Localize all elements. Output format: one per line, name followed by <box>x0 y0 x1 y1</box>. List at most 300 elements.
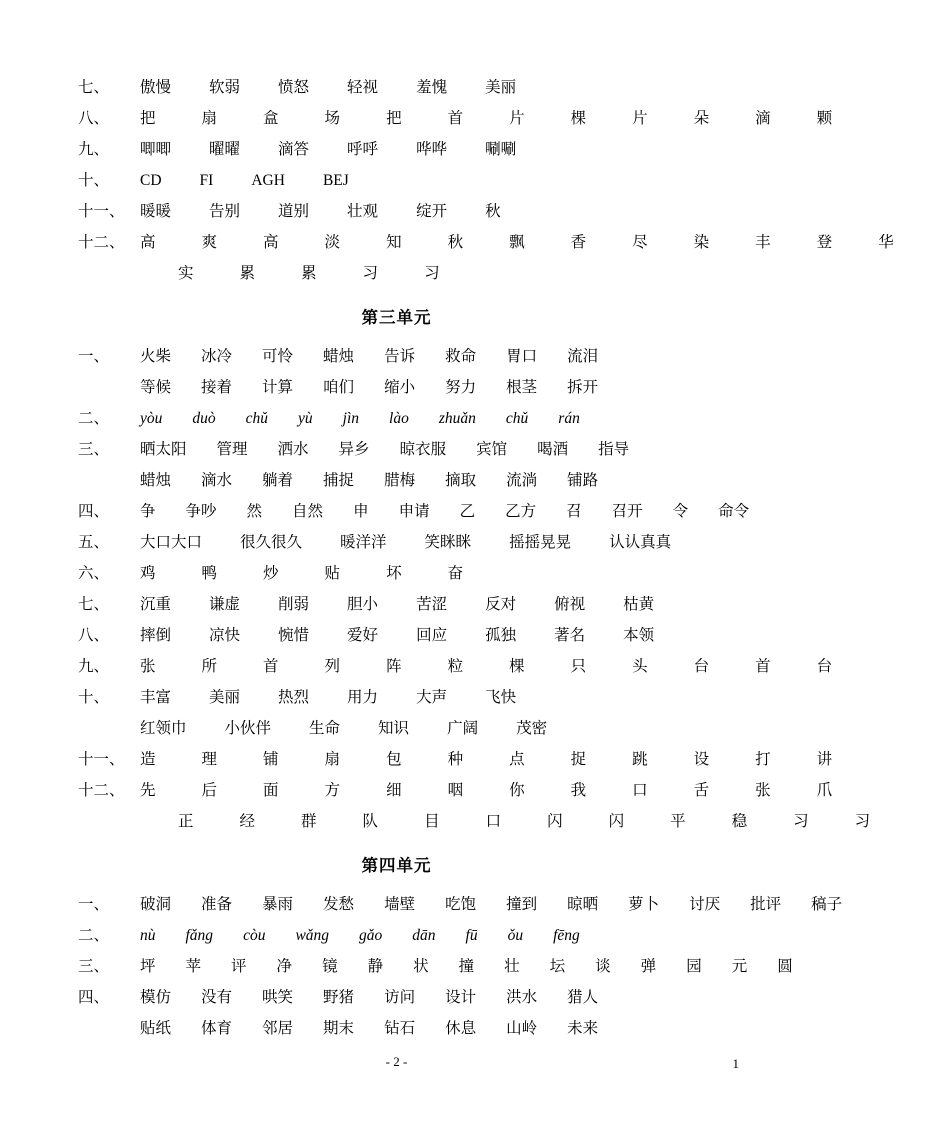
answer-item: 很久很久 <box>240 534 303 551</box>
answer-item: 设计 <box>445 989 477 1006</box>
answer-item: 用力 <box>347 689 379 706</box>
answer-item: 软弱 <box>209 79 241 96</box>
answer-item: còu <box>243 927 266 944</box>
answer-line <box>78 589 715 620</box>
answer-line <box>78 403 715 434</box>
answer-item: 削弱 <box>278 596 310 613</box>
answer-item: 尽 <box>632 234 648 251</box>
answer-item: 习 <box>793 813 809 830</box>
answer-item: 片 <box>632 110 648 127</box>
answer-items <box>140 713 715 744</box>
answer-item: 正 <box>178 813 194 830</box>
answer-item: 自然 <box>292 503 324 520</box>
answer-item: 谦虚 <box>209 596 241 613</box>
answer-item: fēng <box>553 927 580 944</box>
answer-item: 反对 <box>485 596 517 613</box>
answer-items <box>140 889 872 920</box>
answer-item: 淡 <box>324 234 341 251</box>
answer-item: 香 <box>570 234 587 251</box>
answer-item: 访问 <box>384 989 416 1006</box>
answer-item: 把 <box>140 110 156 127</box>
answer-item: 争吵 <box>185 503 217 520</box>
answer-items <box>140 434 715 465</box>
answer-item: 只 <box>570 658 587 675</box>
answer-item: 美丽 <box>485 79 517 96</box>
answer-item: 经 <box>239 813 256 830</box>
answer-item: 群 <box>301 813 317 830</box>
answer-item: zhuǎn <box>438 410 476 427</box>
answer-item: AGH <box>251 172 285 189</box>
answer-item: 你 <box>509 782 525 799</box>
answer-items <box>140 496 779 527</box>
answer-item: 救命 <box>445 348 477 365</box>
answer-item: 管理 <box>216 441 248 458</box>
answer-item: 丰 <box>755 234 771 251</box>
answer-item: 坏 <box>386 565 402 582</box>
answer-item: 猎人 <box>567 989 599 1006</box>
answer-item: 张 <box>140 658 156 675</box>
answer-item: 摔倒 <box>140 627 172 644</box>
answer-item: yù <box>298 410 313 427</box>
question-number: 八、 <box>78 627 110 644</box>
answer-item: BEJ <box>322 172 349 189</box>
answer-items <box>140 682 715 713</box>
answer-items <box>140 651 878 682</box>
answer-item: lào <box>389 410 409 427</box>
answer-item: 细 <box>386 782 402 799</box>
question-number: 三、 <box>78 958 110 975</box>
answer-item: 哄笑 <box>262 989 294 1006</box>
answer-item: 讨厌 <box>689 896 721 913</box>
answer-item: 粒 <box>447 658 464 675</box>
answer-item: 体育 <box>201 1020 233 1037</box>
answer-item: 方 <box>324 782 341 799</box>
answer-line <box>78 951 793 982</box>
answer-item: 红领巾 <box>140 720 187 737</box>
answer-items <box>140 775 878 806</box>
answer-items <box>178 806 916 837</box>
question-number: 十一、 <box>78 751 125 768</box>
answer-item: 流泪 <box>567 348 599 365</box>
answer-item: jìn <box>342 410 360 427</box>
answer-item: 闪 <box>547 813 563 830</box>
answer-items <box>140 920 715 951</box>
answer-item: gǎo <box>359 927 383 944</box>
answer-item: 告别 <box>209 203 241 220</box>
answer-item: 模仿 <box>140 989 172 1006</box>
answer-item: 贴 <box>324 565 341 582</box>
answer-item: 讲 <box>816 751 833 768</box>
answer-item: 晾衣服 <box>399 441 447 458</box>
unit-heading: 第三单元 <box>361 308 432 327</box>
answer-item: 壮观 <box>347 203 379 220</box>
answer-line <box>78 775 833 806</box>
answer-item: 习 <box>424 265 440 282</box>
answer-item: 捉 <box>570 751 587 768</box>
answer-item: 目 <box>424 813 440 830</box>
answer-item: 洪水 <box>506 989 538 1006</box>
answer-item: 绽开 <box>416 203 448 220</box>
answer-item: 暖洋洋 <box>340 534 387 551</box>
answer-item: 躺着 <box>262 472 294 489</box>
answer-item: 回应 <box>416 627 448 644</box>
answer-item: rán <box>558 410 580 427</box>
answer-item: 滴 <box>755 110 771 127</box>
answer-item: 热烈 <box>278 689 310 706</box>
question-number: 十二、 <box>78 234 125 251</box>
answer-item: 打 <box>755 751 771 768</box>
answer-item: 鸡 <box>140 565 156 582</box>
answer-item: 台 <box>693 658 710 675</box>
answer-item: 坛 <box>549 958 566 975</box>
answer-item: 唧唧 <box>140 141 172 158</box>
answer-item: 爪 <box>816 782 833 799</box>
answer-items <box>140 403 715 434</box>
answer-item: 宾馆 <box>476 441 508 458</box>
answer-line <box>78 620 715 651</box>
answer-item: 等候 <box>140 379 172 396</box>
question-number: 十、 <box>78 172 110 189</box>
answer-item: 晒太阳 <box>140 441 187 458</box>
answer-item: 茂密 <box>516 720 548 737</box>
answer-item: fū <box>465 927 478 944</box>
answer-item: 爽 <box>201 234 218 251</box>
answer-item: 扇 <box>324 751 341 768</box>
answer-line <box>78 682 715 713</box>
answer-item: 羞愧 <box>416 79 448 96</box>
answer-item: 申请 <box>398 503 430 520</box>
answer-item: 高 <box>140 234 156 251</box>
answer-item: 唰唰 <box>485 141 517 158</box>
answer-item: 盒 <box>263 110 279 127</box>
answer-items <box>140 620 715 651</box>
answer-item: 习 <box>854 813 871 830</box>
answer-item: 知识 <box>378 720 410 737</box>
answer-item: 然 <box>246 503 263 520</box>
answer-line <box>78 72 715 103</box>
answer-item: 洒水 <box>277 441 309 458</box>
answer-items <box>140 1013 715 1044</box>
answer-item: 圆 <box>777 958 793 975</box>
answer-item: dān <box>412 927 436 944</box>
answer-item: 所 <box>201 658 218 675</box>
answer-item: duò <box>192 410 216 427</box>
answer-item: 没有 <box>201 989 233 1006</box>
answer-line <box>78 103 833 134</box>
answer-line <box>78 227 894 258</box>
answer-item: 胃口 <box>506 348 538 365</box>
question-number: 三、 <box>78 441 110 458</box>
answer-item: 跳 <box>632 751 648 768</box>
answer-item: 召 <box>566 503 582 520</box>
answer-item: 状 <box>413 958 429 975</box>
answer-item: 山岭 <box>506 1020 538 1037</box>
answer-item: 指导 <box>598 441 630 458</box>
answer-item: 首 <box>755 658 771 675</box>
answer-item: 棵 <box>570 110 587 127</box>
question-number: 十二、 <box>78 782 125 799</box>
answer-item: 休息 <box>445 1020 477 1037</box>
answer-item: 丰富 <box>140 689 172 706</box>
question-number: 二、 <box>78 410 110 427</box>
answer-item: 坪 <box>140 958 156 975</box>
answer-item: ǒu <box>507 927 524 944</box>
answer-item: 头 <box>632 658 648 675</box>
answer-items <box>140 744 878 775</box>
answer-line <box>78 496 750 527</box>
answer-item: 闪 <box>608 813 625 830</box>
answer-item: 呼呼 <box>347 141 379 158</box>
answer-item: 凉快 <box>209 627 241 644</box>
answer-item: 准备 <box>201 896 233 913</box>
answer-item: 后 <box>201 782 218 799</box>
answer-line <box>78 258 715 289</box>
answer-item: 实 <box>178 265 194 282</box>
document-content <box>78 72 894 1044</box>
answer-item: 奋 <box>447 565 464 582</box>
question-number: 二、 <box>78 927 110 944</box>
answer-item: 生命 <box>309 720 341 737</box>
answer-line <box>78 651 833 682</box>
answer-item: 设 <box>693 751 710 768</box>
answer-item: 接着 <box>201 379 233 396</box>
answer-item: chǔ <box>505 410 529 427</box>
question-number: 一、 <box>78 896 110 913</box>
corner-mark: 1 <box>732 1056 739 1071</box>
answer-item: 笑眯眯 <box>424 534 472 551</box>
answer-item: 高 <box>263 234 279 251</box>
answer-item: 舌 <box>693 782 710 799</box>
answer-item: 命令 <box>718 503 750 520</box>
answer-item: 爱好 <box>347 627 379 644</box>
question-number: 五、 <box>78 534 110 551</box>
page-number: - 2 - <box>385 1054 408 1069</box>
answer-item: 捕捉 <box>323 472 355 489</box>
answer-item: 吃饱 <box>445 896 477 913</box>
answer-item: 美丽 <box>209 689 241 706</box>
answer-item: 点 <box>509 751 525 768</box>
answer-item: 稿子 <box>811 896 843 913</box>
answer-item: 愤怒 <box>278 79 310 96</box>
answer-line <box>78 465 715 496</box>
question-number: 十一、 <box>78 203 125 220</box>
answer-items <box>140 72 715 103</box>
answer-item: 野猪 <box>323 989 355 1006</box>
answer-items <box>140 527 715 558</box>
answer-item: 累 <box>301 265 317 282</box>
answer-line <box>78 889 843 920</box>
answer-items <box>140 196 715 227</box>
question-number: 十、 <box>78 689 110 706</box>
answer-item: 苦涩 <box>416 596 448 613</box>
answer-item: 张 <box>755 782 771 799</box>
answer-item: 元 <box>731 958 748 975</box>
answer-item: 咱们 <box>323 379 355 396</box>
question-number: 一、 <box>78 348 110 365</box>
answer-line <box>78 920 715 951</box>
answer-item: 缩小 <box>384 379 416 396</box>
answer-item: 园 <box>686 958 702 975</box>
answer-item: 喝酒 <box>537 441 569 458</box>
answer-item: 拆开 <box>567 379 599 396</box>
answer-item: 队 <box>362 813 379 830</box>
answer-item: 蜡烛 <box>140 472 172 489</box>
answer-item: 铺 <box>263 751 279 768</box>
answer-items <box>140 465 715 496</box>
answer-items <box>140 341 715 372</box>
answer-items <box>140 589 715 620</box>
answer-item: 种 <box>447 751 464 768</box>
answer-item: 片 <box>509 110 525 127</box>
question-number: 四、 <box>78 503 110 520</box>
answer-item: 摘取 <box>445 472 477 489</box>
answer-item: 冰冷 <box>201 348 233 365</box>
answer-item: 计算 <box>262 379 294 396</box>
answer-item: 登 <box>816 234 833 251</box>
answer-items <box>140 227 940 258</box>
answer-item: 枯黄 <box>623 596 655 613</box>
answer-items <box>140 951 823 982</box>
answer-item: 颗 <box>816 110 833 127</box>
answer-item: 发愁 <box>323 896 355 913</box>
answer-item: 曜曜 <box>209 141 241 158</box>
unit-heading: 第四单元 <box>361 856 432 875</box>
answer-item: 广阔 <box>447 720 479 737</box>
answer-line <box>78 134 715 165</box>
answer-item: FI <box>199 172 214 189</box>
answer-item: 咽 <box>447 782 464 799</box>
answer-item: 把 <box>386 110 402 127</box>
answer-item: 秋 <box>485 203 501 220</box>
answer-item: 理 <box>201 751 218 768</box>
answer-item: 邻居 <box>262 1020 294 1037</box>
answer-item: wǎng <box>295 927 330 944</box>
question-number: 九、 <box>78 658 110 675</box>
question-number: 六、 <box>78 565 110 582</box>
answer-item: 腊梅 <box>384 472 416 489</box>
answer-item: 苹 <box>185 958 202 975</box>
answer-item: 摇摇晃晃 <box>509 534 572 551</box>
answer-item: 乙方 <box>505 503 537 520</box>
answer-item: 傲慢 <box>140 79 172 96</box>
answer-item: 大口大口 <box>140 534 203 551</box>
answer-line <box>78 982 715 1013</box>
answer-item: 飘 <box>509 234 525 251</box>
question-number: 七、 <box>78 79 110 96</box>
answer-item: 可怜 <box>262 348 294 365</box>
answer-line <box>78 341 715 372</box>
answer-item: 壮 <box>504 958 520 975</box>
answer-item: 道别 <box>278 203 310 220</box>
answer-items <box>140 982 715 1013</box>
answer-line <box>78 434 715 465</box>
answer-item: 先 <box>140 782 156 799</box>
answer-item: 孤独 <box>485 627 517 644</box>
answer-item: 召开 <box>611 503 643 520</box>
answer-item: 蜡烛 <box>323 348 355 365</box>
answer-item: 评 <box>231 958 247 975</box>
answer-item: yòu <box>140 410 163 427</box>
answer-item: 飞快 <box>485 689 517 706</box>
answer-item: 俯视 <box>554 596 586 613</box>
answer-item: 染 <box>693 234 710 251</box>
answer-item: 撞到 <box>506 896 538 913</box>
answer-item: CD <box>140 172 162 189</box>
answer-item: 首 <box>447 110 464 127</box>
answer-item: 静 <box>367 958 384 975</box>
answer-item: 列 <box>324 658 341 675</box>
answer-item: 乙 <box>459 503 476 520</box>
answer-item: 轻视 <box>347 79 379 96</box>
answer-item: 争 <box>140 503 156 520</box>
answer-item: 本领 <box>623 627 655 644</box>
answer-item: 朵 <box>693 110 710 127</box>
answer-line <box>78 196 715 227</box>
answer-item: 口 <box>632 782 648 799</box>
answer-line <box>78 713 715 744</box>
answer-item: 著名 <box>554 627 586 644</box>
answer-item: fǎng <box>185 927 214 944</box>
answer-item: 面 <box>263 782 279 799</box>
answer-item: 告诉 <box>384 348 416 365</box>
answer-item: 谈 <box>595 958 611 975</box>
answer-item: 滴答 <box>278 141 310 158</box>
answer-item: 惋惜 <box>278 627 310 644</box>
answer-item: 期末 <box>323 1020 355 1037</box>
question-number: 四、 <box>78 989 110 1006</box>
answer-item: 铺路 <box>567 472 599 489</box>
answer-item: 哗哗 <box>416 141 448 158</box>
answer-items <box>178 258 715 289</box>
answer-item: 批评 <box>750 896 782 913</box>
answer-item: 弹 <box>640 958 657 975</box>
answer-item: 大声 <box>416 689 448 706</box>
answer-line <box>78 372 715 403</box>
answer-item: 认认真真 <box>609 534 672 551</box>
answer-item: 我 <box>570 782 587 799</box>
answer-items <box>140 103 878 134</box>
answer-item: 流淌 <box>506 472 538 489</box>
answer-line <box>78 527 715 558</box>
answer-item: 晾晒 <box>567 896 599 913</box>
answer-item: 知 <box>386 234 402 251</box>
answer-item: 暖暖 <box>140 203 172 220</box>
answer-item: 平 <box>670 813 686 830</box>
answer-items <box>140 134 715 165</box>
answer-item: 净 <box>276 958 293 975</box>
answer-item: 包 <box>386 751 402 768</box>
answer-item: 努力 <box>445 379 477 396</box>
answer-items <box>140 558 715 589</box>
answer-item: 华 <box>878 234 894 251</box>
answer-item: 萝卜 <box>628 896 660 913</box>
answer-items <box>140 165 715 196</box>
answer-item: 炒 <box>263 565 279 582</box>
question-number: 九、 <box>78 141 110 158</box>
answer-item: 令 <box>672 503 689 520</box>
answer-line <box>78 1013 715 1044</box>
answer-item: 稳 <box>731 813 748 830</box>
answer-item: 镜 <box>322 958 338 975</box>
answer-item: 钻石 <box>384 1020 416 1037</box>
answer-item: 场 <box>324 110 341 127</box>
answer-item: 异乡 <box>338 441 370 458</box>
answer-item: 首 <box>263 658 279 675</box>
answer-item: 墙壁 <box>384 896 416 913</box>
answer-line <box>78 558 715 589</box>
answer-item: 口 <box>485 813 502 830</box>
answer-item: 根茎 <box>506 379 538 396</box>
